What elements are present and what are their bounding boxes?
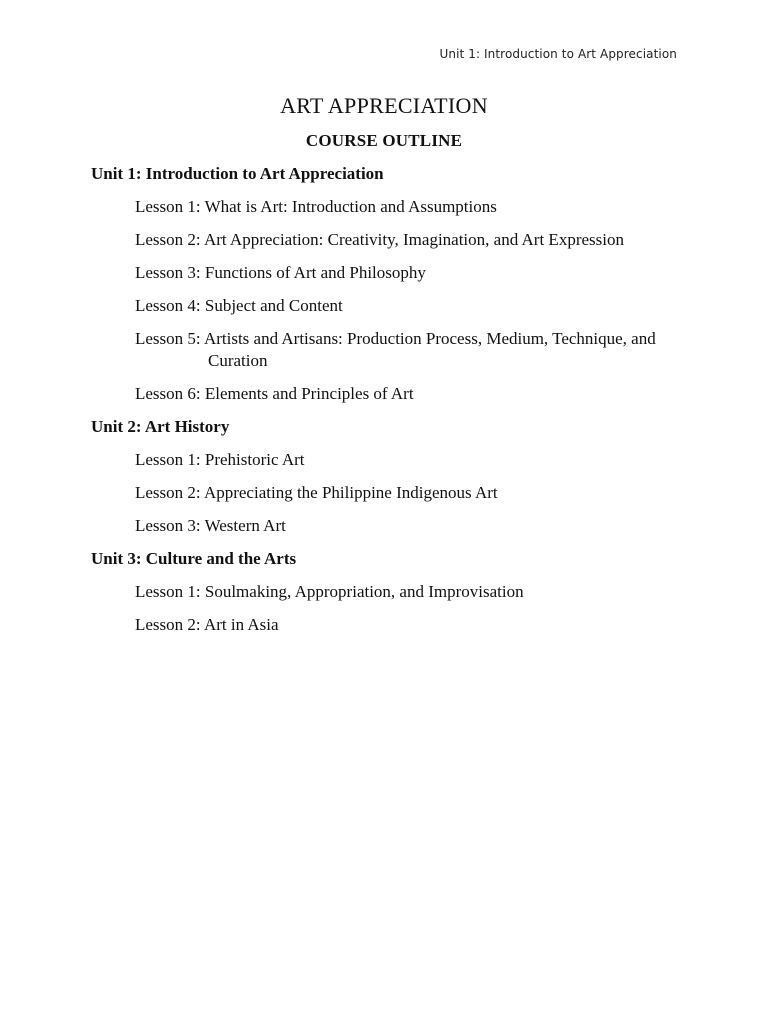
unit-heading: Unit 1: Introduction to Art Appreciation — [91, 164, 384, 183]
lesson-item: Lesson 2: Art Appreciation: Creativity, Imagination, and Art Expression — [135, 230, 624, 249]
lesson-item: Lesson 3: Western Art — [135, 516, 286, 535]
lesson-item: Lesson 3: Functions of Art and Philosophy — [135, 263, 426, 282]
unit-2 — [91, 416, 691, 537]
lesson-list — [91, 581, 691, 636]
running-header: Unit 1: Introduction to Art Appreciation — [439, 47, 677, 61]
lesson-item: Lesson 5: Artists and Artisans: Production Process, Medium, Technique, and Curation — [135, 329, 656, 370]
unit-1 — [91, 163, 691, 405]
unit-3 — [91, 548, 691, 636]
lesson-list — [91, 449, 691, 537]
lesson-item: Lesson 1: What is Art: Introduction and Assumptions — [135, 197, 497, 216]
lesson-list — [91, 196, 691, 405]
document-subtitle: COURSE OUTLINE — [305, 131, 463, 150]
document-title: ART APPRECIATION — [280, 93, 488, 118]
lesson-item: Lesson 1: Soulmaking, Appropriation, and Improvisation — [135, 582, 524, 601]
lesson-item: Lesson 2: Appreciating the Philippine Indigenous Art — [135, 483, 498, 502]
lesson-item: Lesson 4: Subject and Content — [135, 296, 343, 315]
lesson-item: Lesson 6: Elements and Principles of Art — [135, 384, 414, 403]
lesson-item: Lesson 2: Art in Asia — [135, 615, 279, 634]
unit-heading: Unit 2: Art History — [91, 417, 230, 436]
unit-heading: Unit 3: Culture and the Arts — [91, 549, 297, 568]
course-outline — [91, 163, 691, 647]
lesson-item: Lesson 1: Prehistoric Art — [135, 450, 305, 469]
